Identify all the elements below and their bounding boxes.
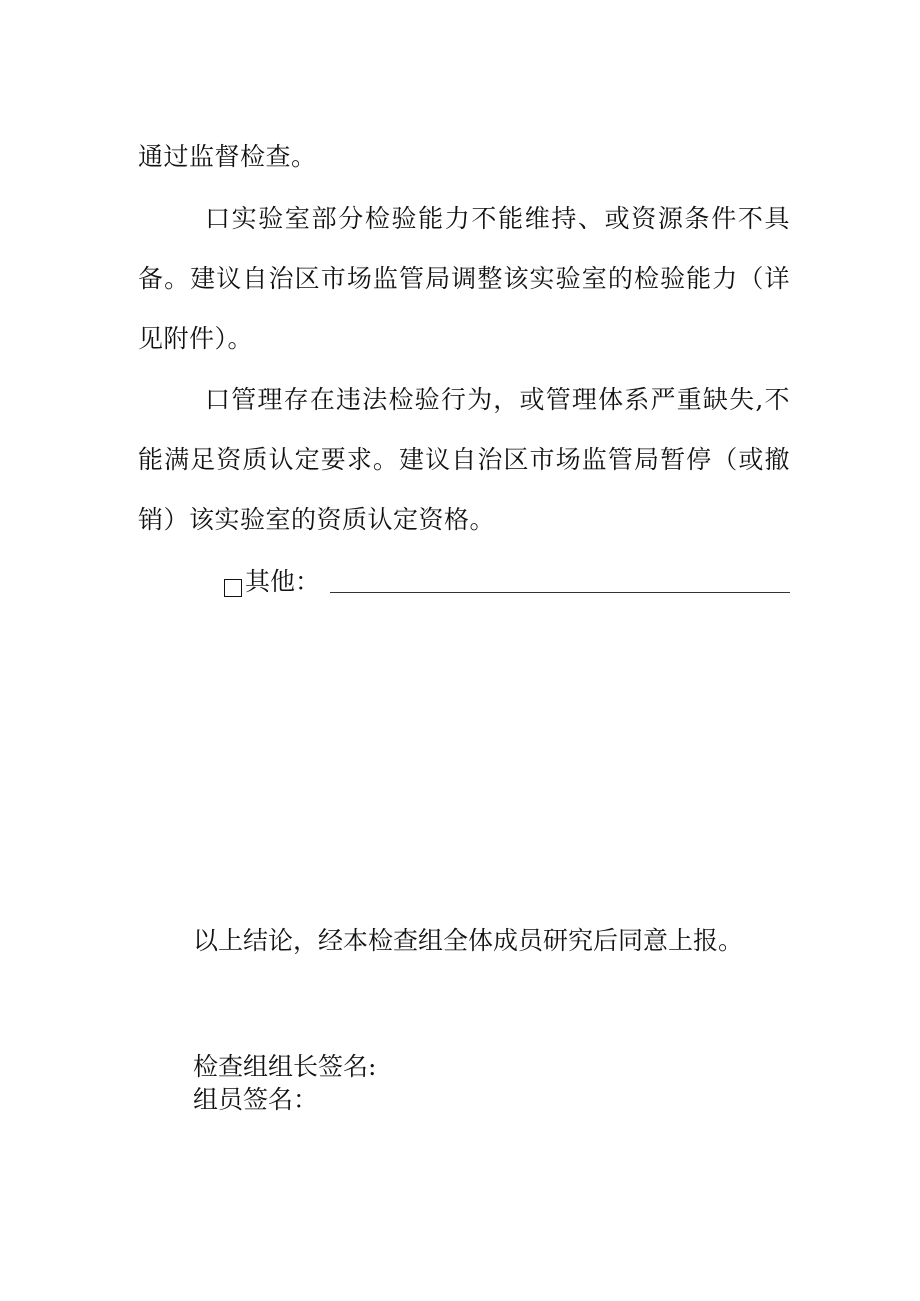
option-ability-line-3: 见附件）。 bbox=[138, 324, 254, 353]
leader-signature-label: 检查组组长签名: bbox=[193, 1052, 377, 1081]
option-ability-line-2: 备。建议自治区市场监管局调整该实验室的检验能力（详 bbox=[138, 264, 790, 293]
option-violation-line-2: 能满足资质认定要求。建议自治区市场监管局暂停（或撤 bbox=[138, 445, 790, 474]
conclusion-statement: 以上结论，经本检查组全体成员研究后同意上报。 bbox=[193, 926, 744, 955]
option-violation-line-1: 口管理存在违法检验行为，或管理体系严重缺失,不 bbox=[205, 385, 790, 414]
option-other-fill-line[interactable] bbox=[330, 591, 790, 593]
option-other-row bbox=[224, 565, 790, 597]
option-ability-line-1: 口实验室部分检验能力不能维持、或资源条件不具 bbox=[205, 204, 790, 233]
option-violation-line-3: 销）该实验室的资质认定资格。 bbox=[138, 505, 496, 534]
checkbox-other[interactable] bbox=[224, 579, 242, 597]
member-signature-label: 组员签名： bbox=[193, 1085, 319, 1114]
option-other-label: 其他： bbox=[245, 567, 321, 596]
paragraph-continuation: 通过监督检查。 bbox=[138, 142, 317, 171]
